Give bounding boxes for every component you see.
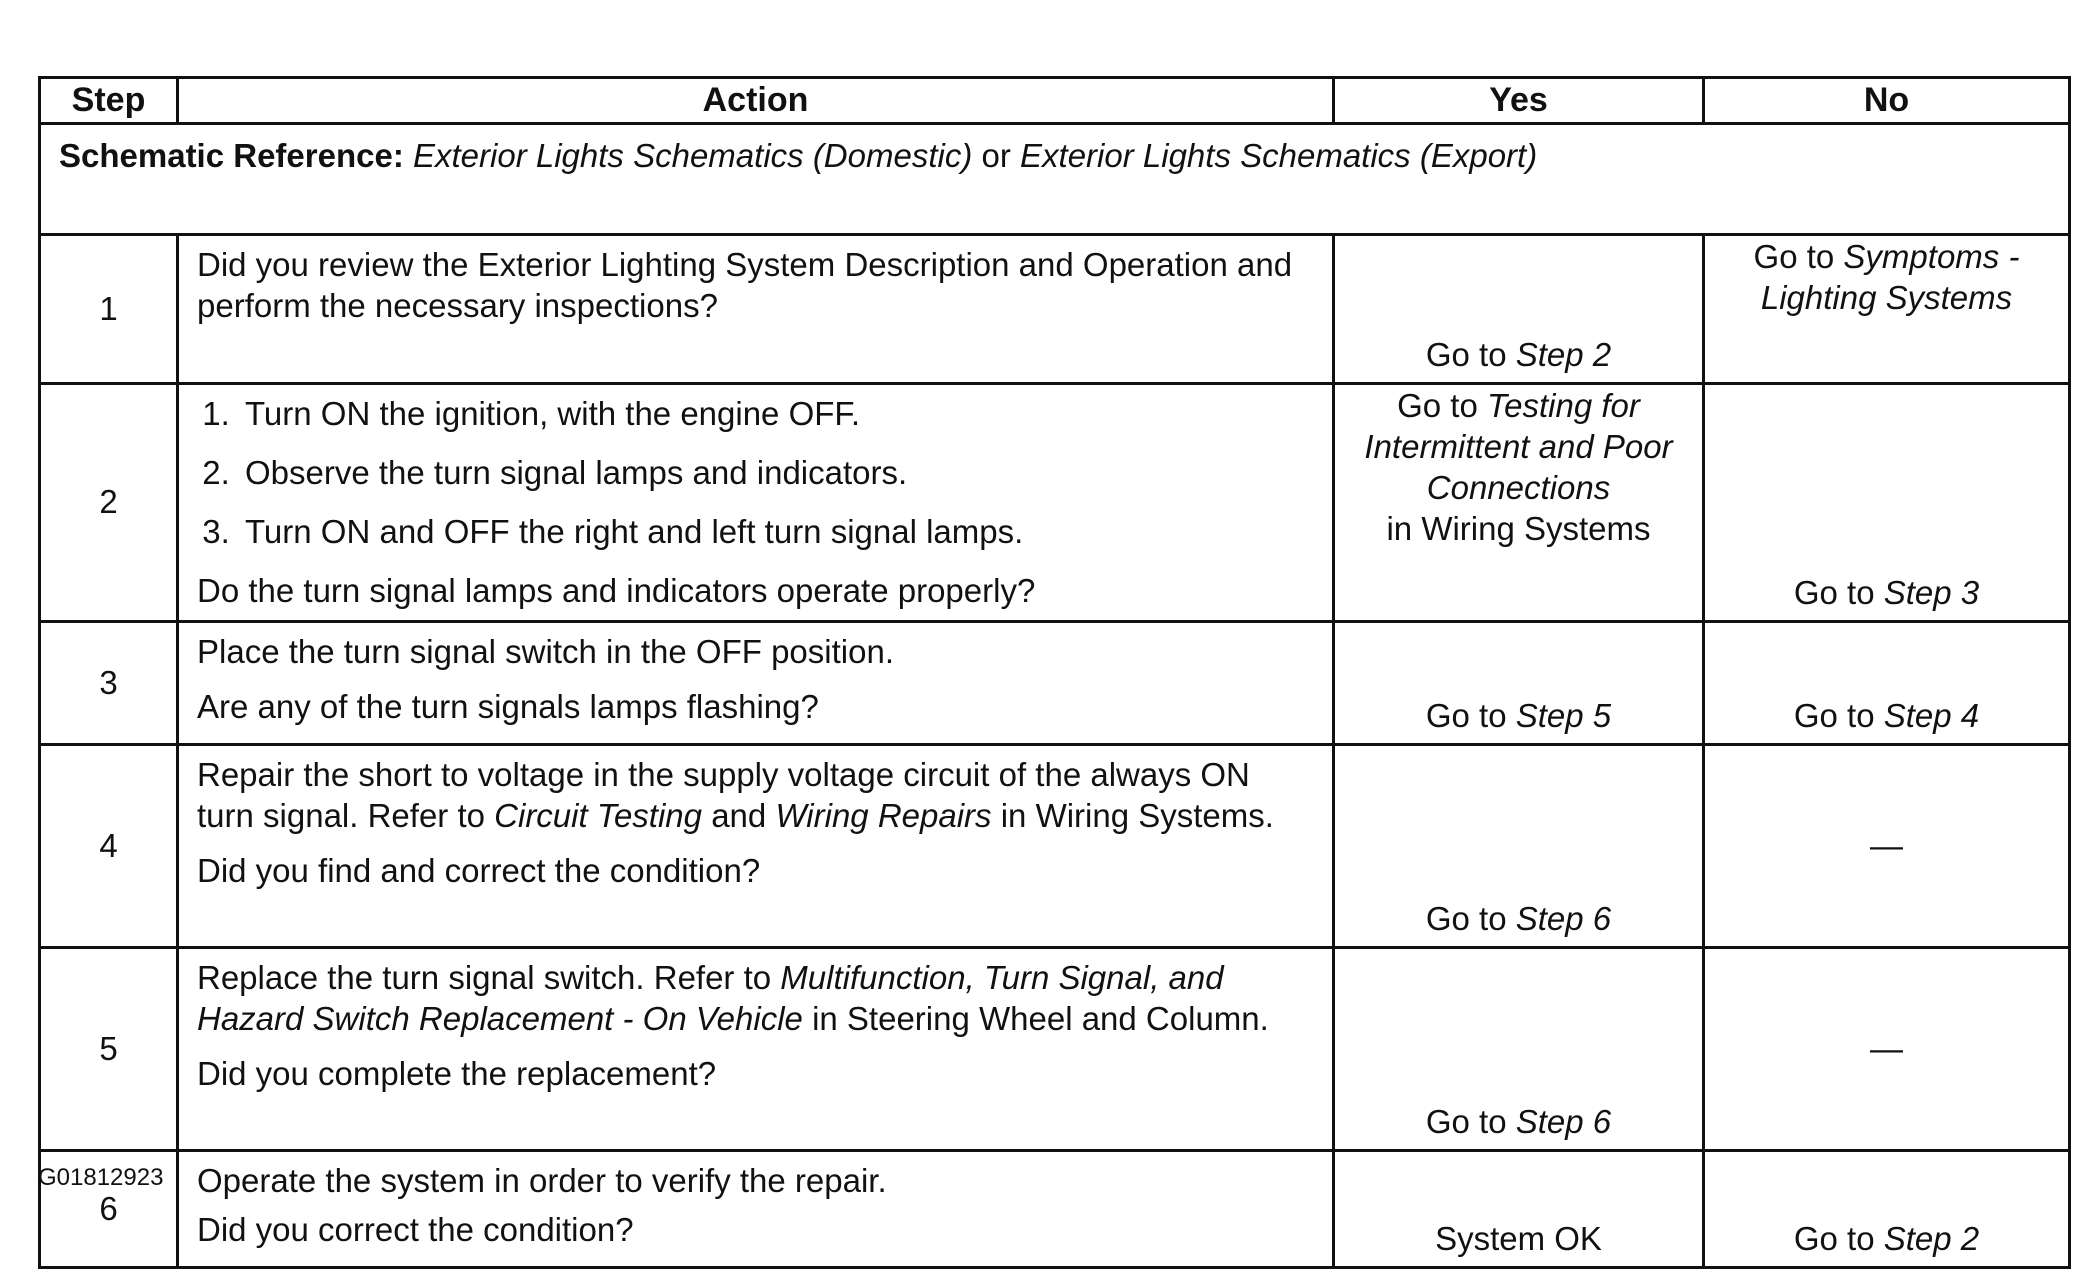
schematic-reference-label: Schematic Reference: [59,136,404,174]
no-prefix: Go to [1793,574,1875,612]
yes-prefix: Go to [1425,697,1507,735]
schematic-reference [40,123,2070,234]
link-domestic-schematics[interactable]: Exterior Lights Schematics (Domestic) [413,136,973,174]
link-step[interactable]: Step 4 [1883,697,1980,735]
table-row [40,744,2070,947]
table-row [40,947,2070,1150]
action-cell [178,744,1334,947]
step-number: 5 [40,947,178,1150]
action-instruction [197,957,1314,1040]
no-cell [1704,383,2070,621]
no-prefix: Go to [1793,697,1875,735]
step-number: 4 [40,744,178,947]
header-no: No [1704,78,2070,124]
link-export-schematics[interactable]: Exterior Lights Schematics (Export) [1020,136,1538,174]
link-step[interactable]: Step 3 [1883,574,1980,612]
step-number: 3 [40,621,178,744]
yes-suffix: in Wiring Systems [1386,510,1651,548]
no-cell [1704,621,2070,744]
link-step[interactable]: Step 5 [1515,697,1612,735]
step-number: 1 [40,234,178,383]
yes-prefix: Go to [1425,1103,1507,1141]
step-number: 2 [40,383,178,621]
action-cell [178,383,1334,621]
no-prefix: Go to [1793,1220,1875,1258]
link-symptoms[interactable]: Symptoms - Lighting Systems [1760,237,2020,316]
table-row [40,234,2070,383]
list-item: 2. Observe the turn signal lamps and indicators. [239,452,1314,493]
action-cell [178,621,1334,744]
action-question: Do the turn signal lamps and indicators operate properly? [197,572,1036,610]
yes-prefix: Go to [1397,386,1478,424]
yes-cell [1334,744,1704,947]
no-cell [1704,1150,2070,1267]
figure-code: G01812923 [38,1164,164,1191]
action-instruction [197,754,1314,837]
action-text: Did you review the Exterior Lighting System Description and Operation and perform the necessary inspections? [178,234,1334,383]
action-list [197,393,1314,553]
instruction-joiner: and [711,796,767,834]
action-question: Did you find and correct the condition? [197,852,761,889]
header-yes: Yes [1334,78,1704,124]
link-wiring-repairs[interactable]: Wiring Repairs [775,796,992,834]
link-circuit-testing[interactable]: Circuit Testing [494,796,703,834]
instruction-text: in Wiring Systems. [1000,796,1274,834]
header-action: Action [178,78,1334,124]
list-item: 3. Turn ON and OFF the right and left turn signal lamps. [239,511,1314,552]
yes-prefix: Go to [1425,900,1507,938]
list-item: 1. Turn ON the ignition, with the engine OFF. [239,393,1314,434]
instruction-text: Repair the short to voltage in the supply voltage circuit of the always ON turn signal. Refer to [197,755,1250,834]
action-question: Are any of the turn signals lamps flashing? [197,687,819,725]
table-row [40,383,2070,621]
table-row [40,621,2070,744]
yes-prefix: Go to [1425,336,1507,374]
instruction-text: Replace the turn signal switch. Refer to [197,958,772,996]
link-switch-replacement[interactable]: Multifunction, Turn Signal, and Hazard Switch Replacement - On Vehicle [197,958,1224,1037]
instruction-text: in Steering Wheel and Column. [812,999,1269,1037]
schematic-reference-row [40,123,2070,234]
action-question: Did you correct the condition? [197,1210,634,1248]
link-step[interactable]: Step 6 [1515,1103,1612,1141]
yes-cell: System OK [1334,1150,1704,1267]
yes-cell [1334,947,1704,1150]
action-instruction: Operate the system in order to verify the repair. [197,1161,887,1199]
no-cell: — [1704,744,2070,947]
action-cell [178,947,1334,1150]
no-cell [1704,234,2070,383]
action-cell [178,1150,1334,1267]
no-prefix: Go to [1753,237,1835,275]
yes-cell [1334,383,1704,621]
header-step: Step [40,78,178,124]
step-number: 6 [40,1150,178,1267]
link-step[interactable]: Step 2 [1515,336,1612,374]
link-step[interactable]: Step 2 [1883,1220,1980,1258]
action-instruction: Place the turn signal switch in the OFF position. [197,632,894,670]
yes-cell [1334,621,1704,744]
link-testing-intermittent[interactable]: Testing for Intermittent and Poor Connections [1364,386,1673,506]
action-question: Did you complete the replacement? [197,1055,717,1092]
yes-cell [1334,234,1704,383]
header-row [40,78,2070,124]
no-cell: — [1704,947,2070,1150]
link-step[interactable]: Step 6 [1515,900,1612,938]
diagnostic-table [38,76,2071,1269]
table-row [40,1150,2070,1267]
reference-joiner: or [981,136,1011,174]
